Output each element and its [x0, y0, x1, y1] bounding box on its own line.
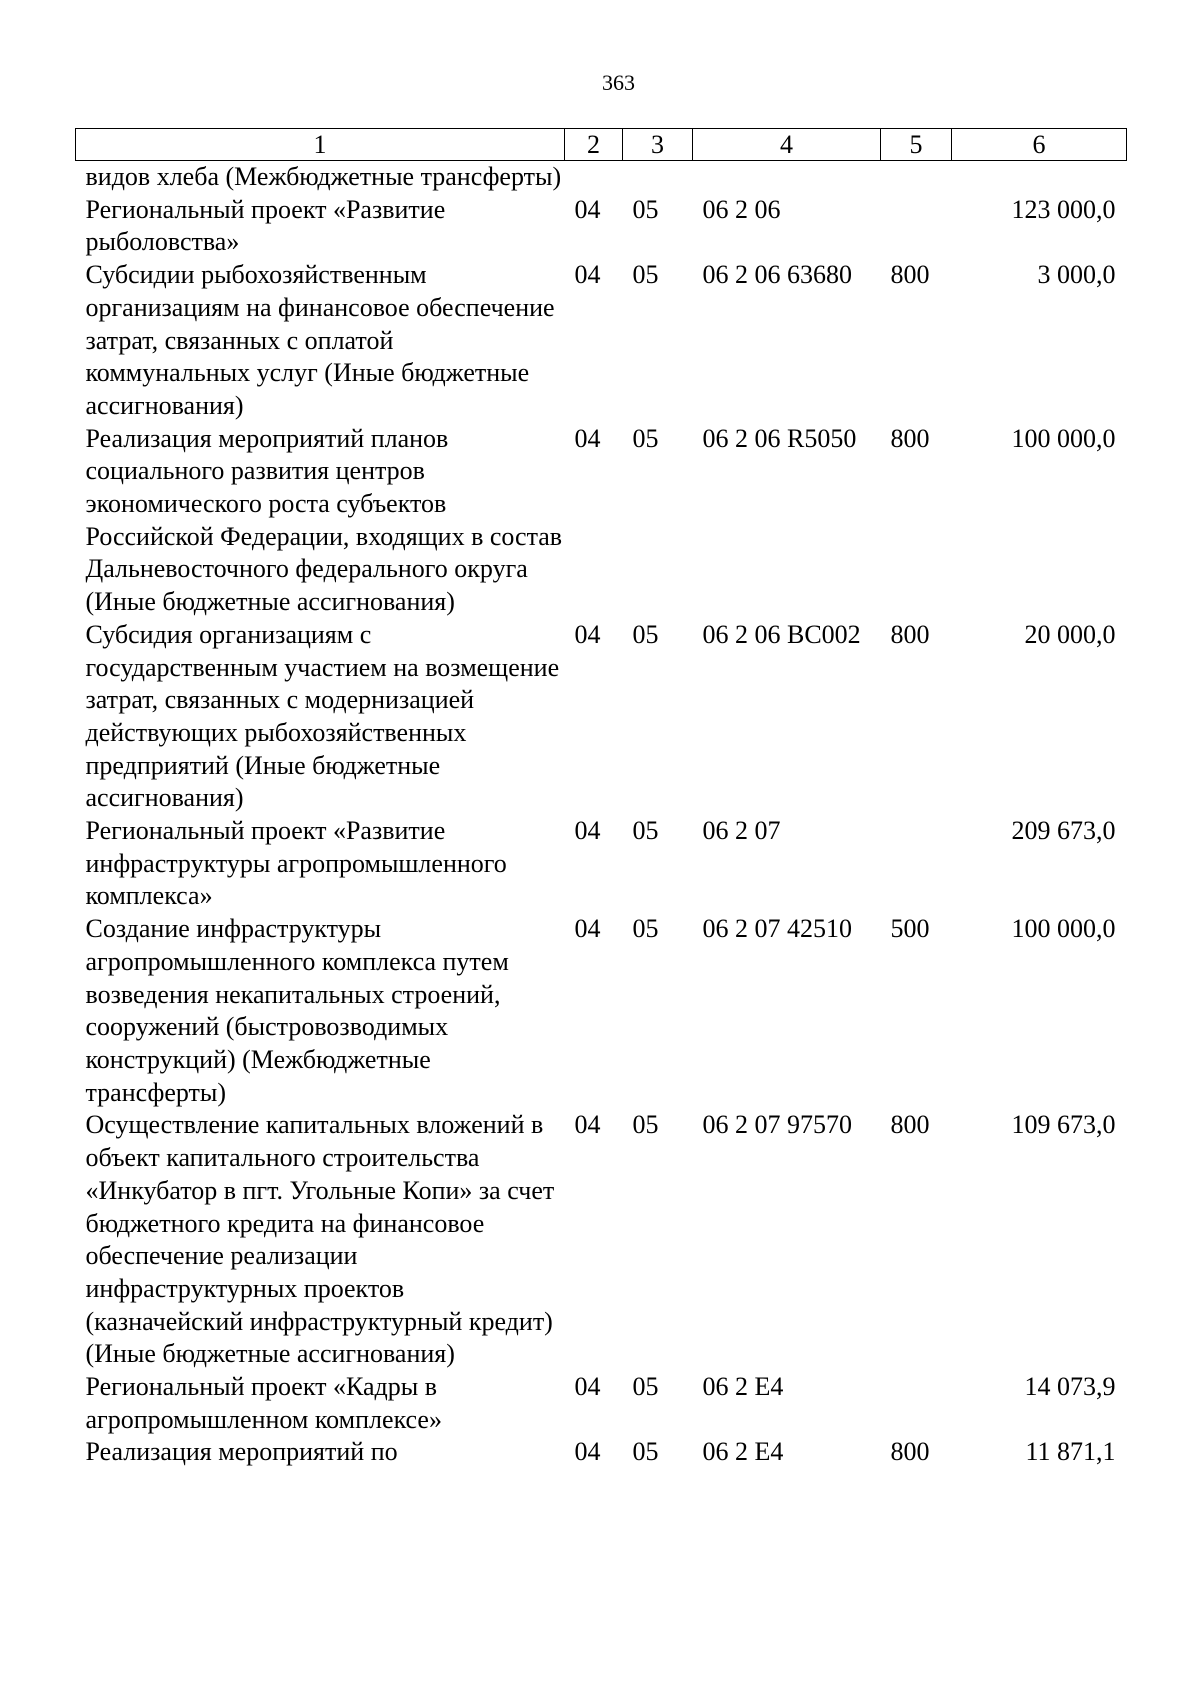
section-code	[565, 161, 623, 194]
section-code: 04	[574, 1110, 601, 1140]
column-header-6: 6	[952, 129, 1127, 161]
section-code: 04	[574, 914, 601, 944]
subsection-code: 05	[632, 914, 659, 944]
table-row	[76, 913, 1127, 1109]
target-article-code: 06 2 Е4	[702, 1437, 784, 1467]
column-header-3: 3	[623, 129, 693, 161]
amount-value: 100 000,0	[1011, 914, 1116, 944]
row-description: Реализация мероприятий планов социального развития центров экономического роста субъектов Российской Федерации, входящих в состав Дальневосточного федерального округа (Иные бюджетные ассигнования)	[85, 423, 563, 617]
table-body	[76, 161, 1127, 1470]
amount-value	[952, 161, 1127, 194]
target-article-code: 06 2 07 42510	[702, 914, 852, 944]
subsection-code: 05	[632, 194, 659, 224]
table-header-row	[76, 129, 1127, 161]
section-code: 04	[574, 816, 601, 846]
amount-value: 209 673,0	[1011, 816, 1116, 846]
row-description: Субсидии рыбохозяйственным организациям на финансовое обеспечение затрат, связанных с оплатой коммунальных услуг (Иные бюджетные ассигнования)	[85, 260, 555, 420]
section-code: 04	[574, 1372, 601, 1402]
amount-value: 11 871,1	[1025, 1437, 1116, 1467]
expense-type-code	[881, 815, 952, 913]
column-header-2: 2	[565, 129, 623, 161]
section-code: 04	[574, 1437, 601, 1467]
subsection-code: 05	[632, 1110, 659, 1140]
page-number: 363	[602, 70, 635, 95]
subsection-code: 05	[632, 1437, 659, 1467]
column-header-4: 4	[693, 129, 881, 161]
section-code: 04	[574, 194, 601, 224]
table-row	[76, 1436, 1127, 1469]
row-description: Создание инфраструктуры агропромышленного комплекса путем возведения некапитальных строений, сооружений (быстровозводимых конструкций) (Межбюджетные трансферты)	[85, 914, 509, 1107]
expense-type-code: 800	[890, 1437, 930, 1467]
target-article-code: 06 2 06 R5050	[702, 423, 857, 453]
subsection-code: 05	[632, 1372, 659, 1402]
section-code: 04	[574, 619, 601, 649]
expense-type-code	[881, 194, 952, 259]
target-article-code: 06 2 07 97570	[702, 1110, 852, 1140]
expense-type-code: 800	[890, 619, 930, 649]
expense-type-code: 800	[890, 260, 930, 290]
row-description: Региональный проект «Кадры в агропромышленном комплексе»	[85, 1372, 442, 1434]
amount-value: 109 673,0	[1011, 1110, 1116, 1140]
section-code: 04	[574, 423, 601, 453]
table-row	[76, 1109, 1127, 1371]
target-article-code: 06 2 06 63680	[702, 260, 852, 290]
column-header-5: 5	[881, 129, 952, 161]
expense-type-code	[881, 1371, 952, 1436]
budget-table	[75, 128, 1127, 1469]
subsection-code: 05	[632, 816, 659, 846]
column-header-1: 1	[76, 129, 565, 161]
expense-type-code: 500	[890, 914, 930, 944]
table-row	[76, 259, 1127, 423]
row-description: Региональный проект «Развитие рыболовства»	[85, 194, 446, 257]
row-description: видов хлеба (Межбюджетные трансферты)	[85, 162, 562, 191]
table-row	[76, 194, 1127, 259]
expense-type-code	[881, 161, 952, 194]
table-row	[76, 619, 1127, 815]
subsection-code: 05	[632, 423, 659, 453]
target-article-code: 06 2 06 ВС002	[702, 619, 861, 649]
row-description: Региональный проект «Развитие инфраструктуры агропромышленного комплекса»	[85, 816, 507, 911]
amount-value: 123 000,0	[1011, 194, 1116, 224]
target-article-code	[693, 161, 881, 194]
subsection-code: 05	[632, 260, 659, 290]
table-row	[76, 161, 1127, 194]
amount-value: 20 000,0	[1024, 619, 1116, 649]
target-article-code: 06 2 07	[702, 816, 781, 846]
subsection-code	[623, 161, 693, 194]
target-article-code: 06 2 06	[702, 194, 781, 224]
expense-type-code: 800	[890, 1110, 930, 1140]
section-code: 04	[574, 260, 601, 290]
row-description: Осуществление капитальных вложений в объект капитального строительства «Инкубатор в пгт. Угольные Копи» за счет бюджетного кредита на финансовое обеспечение реализации инфраструктурных проектов (казначейский инфраструктурный кредит) (Иные бюджетные ассигнования)	[85, 1110, 555, 1369]
amount-value: 3 000,0	[1037, 260, 1116, 290]
table-row	[76, 815, 1127, 913]
row-description: Субсидия организациям с государственным участием на возмещение затрат, связанных с модернизацией действующих рыбохозяйственных предприятий (Иные бюджетные ассигнования)	[85, 619, 560, 813]
expense-type-code: 800	[890, 423, 930, 453]
amount-value: 14 073,9	[1024, 1372, 1116, 1402]
row-description: Реализация мероприятий по	[85, 1437, 398, 1467]
table-row	[76, 1371, 1127, 1436]
amount-value: 100 000,0	[1011, 423, 1116, 453]
subsection-code: 05	[632, 619, 659, 649]
target-article-code: 06 2 Е4	[702, 1372, 784, 1402]
table-row	[76, 423, 1127, 619]
